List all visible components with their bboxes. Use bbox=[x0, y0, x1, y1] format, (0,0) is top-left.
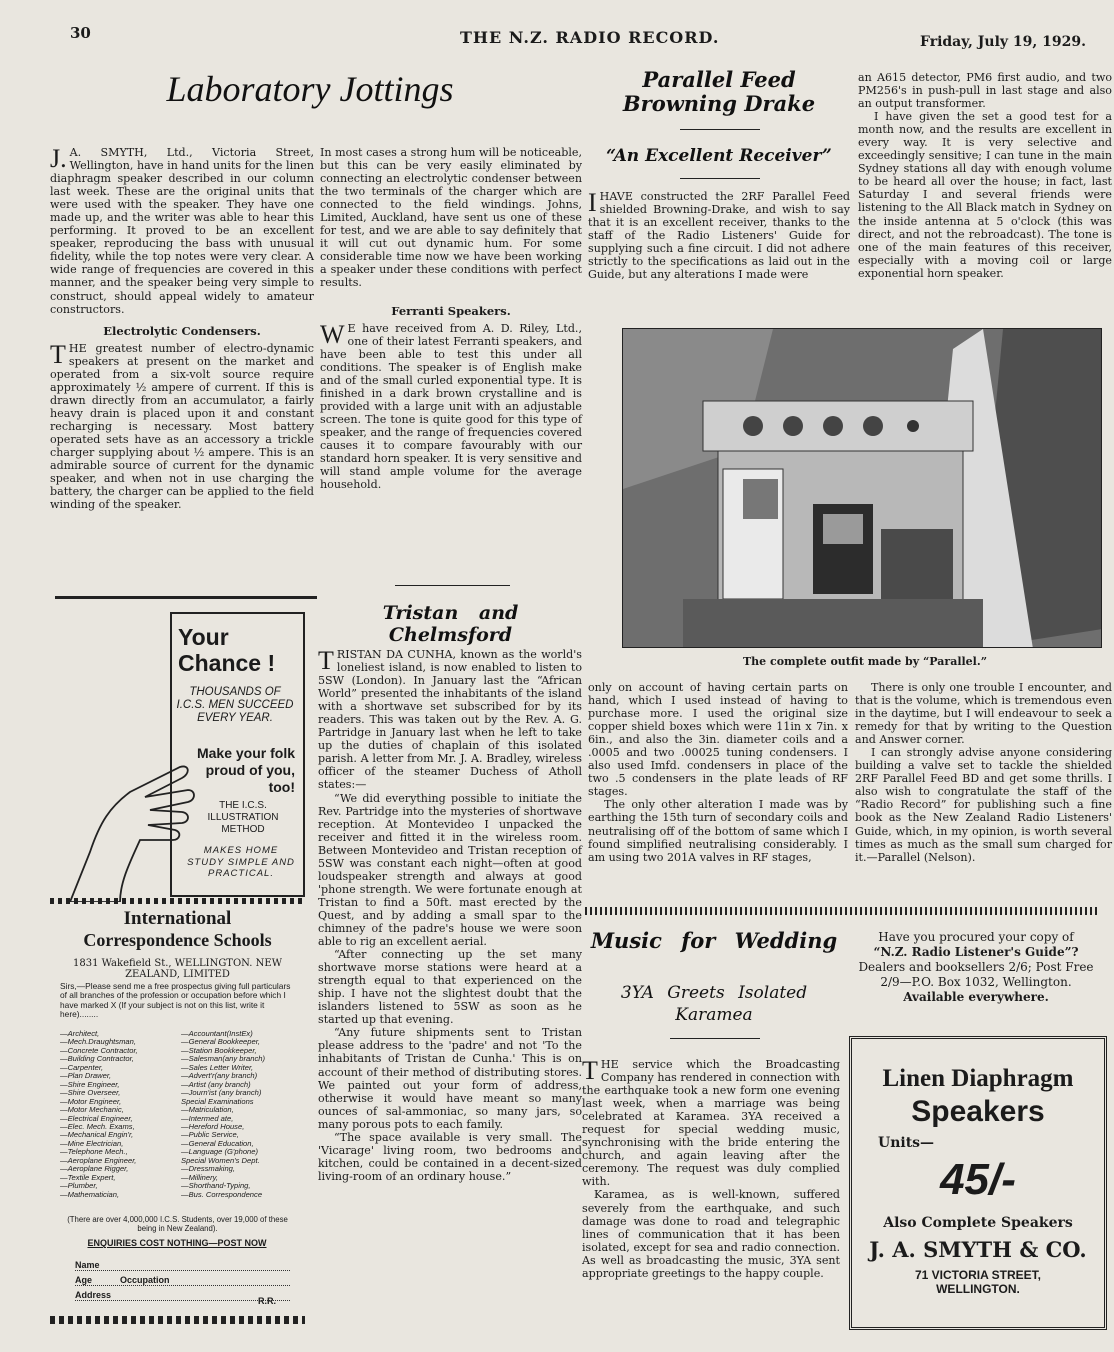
course-item: —Concrete Contractor, bbox=[60, 1045, 138, 1055]
parallel-paragraph-2: an A615 detector, PM6 first audio, and two PM256's in push-pull in last stage and also an output transformer. bbox=[858, 71, 1112, 111]
ics-thousands: THOUSANDS OF I.C.S. MEN SUCCEED EVERY YEAR. bbox=[176, 686, 294, 724]
page-number: 30 bbox=[70, 24, 91, 42]
course-item: —General Education, bbox=[181, 1138, 254, 1148]
music-paragraph-1: THE service which the Broadcasting Company has rendered in connection with the earthquake took a new form one evening last week, when a marriage was being celebrated at Karamea. 3YA received a request for special wedding music, synchronising with the bride entering the church, and again leaving after the ceremony. The request was duly complied with. bbox=[582, 1056, 840, 1189]
course-item: —Millinery, bbox=[181, 1172, 218, 1182]
course-item: —Shire Overseer, bbox=[60, 1088, 121, 1098]
ics-address-field: Address bbox=[75, 1290, 290, 1301]
course-item: —Journ'ist (any branch) bbox=[181, 1088, 262, 1098]
drop-cap: T bbox=[50, 339, 66, 369]
photo-caption: The complete outfit made by “Parallel.” bbox=[742, 655, 988, 668]
smyth-units: Units— bbox=[878, 1135, 935, 1151]
tristan-col bbox=[318, 648, 582, 1183]
tristan-paragraph-1: TRISTAN DA CUNHA, known as the world's loneliest island, is now enabled to listen to 5SW (London). In January last the “African World” presented the inhabitants of the island with a shortwave set subscribed for by its readers. This was taken out by the Rev. A. G. Partridge in January last when he left to take up the duties of chaplain of this isolated parish. A letter from Mr. J. A. Bradley, wireless officer of the steamer Duchess of Atholl states:— bbox=[318, 646, 582, 792]
parallel-rule bbox=[680, 129, 760, 130]
course-item: —Plumber, bbox=[60, 1181, 98, 1191]
parallel-col-4 bbox=[855, 681, 1112, 864]
course-item: —Mechanical Engin'r, bbox=[60, 1130, 134, 1140]
course-item: —Salesman(any branch) bbox=[181, 1054, 265, 1064]
parallel-paragraph-7: I can strongly advise anyone considering building a valve set to tackle the shielded 2RF Parallel Feed BD and get some thrills. I also wish to congratulate the staff of the “Radio Record” for publishing such a fine book as the New Zealand Radio Listeners' Guide, which, in my opinion, is worth several times as much as the small sum charged for it.—Parallel (Nelson). bbox=[855, 746, 1112, 864]
tristan-paragraph-2: “We did everything possible to initiate the Rev. Partridge into the mysteries of shortwave reception. At Montevideo I unpacked the receiver and fitted it in the wireless room. Between Montevideo and Tristan reception of 5SW was constant each night—often at good loudspeaker strength and always at good 'phone strength. We were fortunate enough at Tristan to find a 50ft. mast erected by the Quest, and by adding a small spar to the chimney of the padre's house we were soon able to rig an excellent aerial. bbox=[318, 791, 582, 949]
parallel-col-2 bbox=[858, 71, 1112, 280]
ics-name-1: International bbox=[123, 908, 232, 929]
ics-your: Your bbox=[178, 624, 229, 650]
course-item: —Bus. Correspondence bbox=[181, 1189, 263, 1199]
music-subtitle: 3YA Greets Isolated Karamea bbox=[620, 983, 808, 1025]
course-item: —Plan Drawer, bbox=[60, 1071, 112, 1081]
guide-line-1: Have you procured your copy of bbox=[878, 930, 1074, 944]
parallel-paragraph-6: There is only one trouble I encounter, and that is the volume, which is tremendous even in the daytime, but I will endeavour to seek a remedy for that by writing to the Question and Answer corner. bbox=[855, 681, 1112, 747]
ics-bottom-border bbox=[50, 1316, 305, 1324]
parallel-subtitle: “An Excellent Receiver” bbox=[606, 146, 832, 166]
ics-makes-simple: MAKES HOME STUDY SIMPLE AND PRACTICAL. bbox=[187, 845, 295, 879]
ics-name-2: Correspondence Schools bbox=[83, 930, 272, 950]
course-item: —Building Contractor, bbox=[60, 1054, 134, 1064]
course-item: —Hereford House, bbox=[181, 1121, 245, 1131]
parallel-col-1 bbox=[588, 190, 850, 281]
parallel-paragraph-1: IHAVE constructed the 2RF Parallel Feed shielded Browning-Drake, and wish to say that it is an excellent receiver, thanks to the staff of the Radio Listeners' Guide for supplying such a fine circuit. I did not adhere strictly to the specifications as laid out in the Guide, but any alterations I made were bbox=[588, 188, 850, 282]
course-item: —Dressmaking, bbox=[181, 1164, 236, 1174]
course-item: —Aeroplane Engineer, bbox=[60, 1155, 137, 1165]
ics-enquiries: ENQUIRIES COST NOTHING—POST NOW bbox=[87, 1238, 267, 1248]
course-item: —Shorthand-Typing, bbox=[181, 1181, 251, 1191]
lab-paragraph-1: J. A. SMYTH, Ltd., Victoria Street, Wellington, have in hand units for the linen diaphragm speaker described in our column last week. These are the original units that were used with the speaker. They have one made up, and the writer was able to hear this performing. It proved to be an excellent speaker, reproducing the bass with unusual fidelity, while the top notes were very clear. A wide range of frequencies are covered in this manner, and the speaker being very simple to construct, should appeal widely to amateur constructors. bbox=[50, 144, 314, 316]
ferranti-rule bbox=[395, 585, 510, 586]
lab-rule bbox=[55, 596, 317, 599]
guide-line-2: “N.Z. Radio Listener's Guide”? bbox=[873, 945, 1079, 959]
course-item: —Advert'r(any branch) bbox=[181, 1071, 258, 1081]
ics-name-field: Name bbox=[75, 1260, 290, 1271]
course-item: —Intermed ate, bbox=[181, 1113, 234, 1123]
smyth-company: J. A. SMYTH & CO. bbox=[869, 1237, 1087, 1262]
lab-paragraph-2: THE greatest number of electro-dynamic speakers at present on the market and operated from a six-volt source require approximately ½ ampere of current. If this is drawn directly from an accumulator, a fairly heavy drain is placed upon it and constant recharging is necessary. Most battery operated sets have as an accessory a trickle charger supplying about ½ ampere. This is an admirable source of current for the dynamic speaker, and when not in use charging the battery, the charger can be applied to the field winding of the speaker. bbox=[50, 339, 314, 512]
music-title: Music for Wedding bbox=[590, 928, 838, 953]
ics-address: 1831 Wakefield St., WELLINGTON. NEW ZEALAND, LIMITED bbox=[73, 958, 282, 980]
smyth-line-2: Speakers bbox=[911, 1095, 1045, 1128]
course-item: —Language (G'phone) bbox=[181, 1147, 259, 1157]
lab-subhead-ferranti: Ferranti Speakers. bbox=[391, 303, 511, 318]
drop-cap: T bbox=[318, 646, 334, 675]
ics-students: (There are over 4,000,000 I.C.S. Students, over 19,000 of these being in New Zealand). bbox=[67, 1215, 288, 1233]
guide-line-5: Available everywhere. bbox=[903, 990, 1049, 1004]
ics-make-proud: Make your folk proud of you, too! bbox=[196, 745, 295, 795]
course-item: Special Women's Dept. bbox=[181, 1155, 260, 1165]
smyth-street: 71 VICTORIA STREET, bbox=[914, 1268, 1042, 1282]
course-item: —Telephone Mech., bbox=[60, 1147, 128, 1157]
drop-cap: W bbox=[320, 319, 345, 349]
drop-cap: I bbox=[588, 188, 597, 217]
course-item: —Carpenter, bbox=[60, 1062, 104, 1072]
course-item: —Textile Expert, bbox=[60, 1172, 116, 1182]
parallel-sub-rule bbox=[680, 178, 760, 179]
ics-method: THE I.C.S. ILLUSTRATION METHOD bbox=[207, 800, 279, 835]
tristan-title: Tristan and Chelmsford bbox=[382, 602, 519, 646]
course-item: —Electrical Engineer, bbox=[60, 1113, 133, 1123]
tristan-paragraph-5: “The space available is very small. The 'Vicarage' living room, two bedrooms and kitchen, could be contained in a decent-sized living-room of an ordinary house.” bbox=[318, 1130, 582, 1183]
smyth-line-1: Linen Diaphragm bbox=[882, 1065, 1074, 1092]
ics-rr: R.R. bbox=[258, 1296, 276, 1306]
issue-date: Friday, July 19, 1929. bbox=[920, 34, 1086, 50]
course-item: —Mathematician, bbox=[60, 1189, 120, 1199]
lab-paragraph-4: W E have received from A. D. Riley, Ltd., one of their latest Ferranti speakers, and have been able to test this under all conditions. The speaker is of English make and of the small curled exponential type. It is finished in a dark brown crystalline and is provided with a large unit with an adjustable screen. The tone is quite good for this type of speaker, and the range of frequencies covered causes it to compare favourably with our standard horn speaker. It is very sensitive and will stand ample volume for the average household. bbox=[320, 319, 582, 492]
ics-chance: Chance ! bbox=[178, 650, 276, 676]
course-item: —Artist (any branch) bbox=[181, 1079, 251, 1089]
parallel-title: Parallel Feed Browning Drake bbox=[622, 67, 816, 116]
course-item: —Elec. Mech. Exams, bbox=[60, 1121, 135, 1131]
course-item: —Public Service, bbox=[181, 1130, 239, 1140]
parallel-col-3 bbox=[588, 681, 848, 864]
ics-advert bbox=[50, 612, 305, 1330]
course-item: Special Examinations bbox=[181, 1096, 254, 1106]
course-item: —Sales Letter Writer, bbox=[181, 1062, 254, 1072]
guide-advert bbox=[845, 930, 1107, 1005]
ics-instructions: Sirs,—Please send me a free prospectus giving full particulars of all branches of the profession or occupation before which I have marked X (If your subject is not on this list, write it here)........ bbox=[60, 981, 291, 1019]
lab-subhead-electrolytic: Electrolytic Condensers. bbox=[103, 323, 261, 338]
course-item: —Accountant(InstEx) bbox=[181, 1029, 253, 1038]
course-item: —Station Bookkeeper, bbox=[181, 1045, 257, 1055]
course-item: —Motor Engineer, bbox=[60, 1096, 122, 1106]
tristan-paragraph-3: “After connecting up the set many shortwave morse stations were heard at a strength equal to that experienced on the ship. I have not the slightest doubt that the islanders listened to 5SW as soon as he started up that evening. bbox=[318, 948, 582, 1027]
ics-age-field: Age Occupation bbox=[75, 1275, 290, 1286]
course-item: —Mine Electrician, bbox=[60, 1138, 124, 1148]
music-paragraph-2: Karamea, as is well-known, suffered severely from the earthquake, and such damage was done to road and telegraphic lines of communication that it has been isolated, except for sea and radio connection. As well as broadcasting the music, 3YA sent appropriate greetings to the happy couple. bbox=[582, 1188, 840, 1280]
course-item: —Aeroplane Rigger, bbox=[60, 1164, 129, 1174]
receiver-photo bbox=[622, 328, 1102, 648]
lab-title: Laboratory Jottings bbox=[166, 69, 454, 109]
course-item: —Matriculation, bbox=[181, 1105, 234, 1115]
drop-cap: J. bbox=[50, 144, 67, 173]
masthead: THE N.Z. RADIO RECORD. bbox=[460, 28, 720, 47]
drop-cap: T bbox=[582, 1056, 598, 1085]
receiver-illustration bbox=[623, 329, 1102, 648]
pointing-hand-illustration bbox=[50, 712, 195, 902]
lab-col-2 bbox=[320, 146, 582, 491]
music-col bbox=[582, 1058, 840, 1280]
smyth-city: WELLINGTON. bbox=[936, 1282, 1020, 1296]
smyth-advert bbox=[849, 1036, 1107, 1330]
guide-line-3: Dealers and booksellers 2/6; Post Free bbox=[858, 960, 1094, 974]
ics-logo-line bbox=[50, 898, 305, 904]
parallel-paragraph-3: I have given the set a good test for a month now, and the results are excellent in every way. It is very selective and exceedingly sensitive; I can tune in the main Sydney stations all day with enough volume to be heard all over the house; in fact, last Saturday I and several friends were listening to the All Black match in Sydney on the inside antenna at 5 o'clock (this was direct, and not the rebroadcast). The tone is one of the main features of this receiver, especially with a moving coil or large exponential horn speaker. bbox=[858, 110, 1112, 280]
parallel-paragraph-5: The only other alteration I made was by earthing the 15th turn of secondary coils and neutralising off of the bottom of same which I found simplified neutralising considerably. I am using two 201A valves in RF stages, bbox=[588, 798, 848, 864]
tristan-paragraph-4: “Any future shipments sent to Tristan please address to the 'padre' and not 'To the inhabitants of Tristan de Cunha.' This is on account of their method of distributing stores. We painted out your form of address, otherwise it would have meant so many ounces of sal-ammoniac, so many jars, so many porous pots to each family. bbox=[318, 1026, 582, 1131]
lab-col-1 bbox=[50, 146, 314, 511]
course-item: —Motor Mechanic, bbox=[60, 1105, 124, 1115]
guide-line-4: 2/9—P.O. Box 1032, Wellington. bbox=[880, 975, 1072, 989]
ornamental-rule bbox=[585, 907, 1097, 915]
parallel-paragraph-4: only on account of having certain parts on hand, which I used instead of having to purchase more. I used the original size copper shield boxes which were 11in x 7in. x 6in., and also the 3in. diameter coils and a .0005 and two .00025 tuning condensers. I also used Imfd. condensers in place of the two .5 condensers in the plate leads of RF stages. bbox=[588, 681, 848, 799]
lab-paragraph-3: In most cases a strong hum will be noticeable, but this can be very easily eliminated by connecting an electrolytic condenser between the two terminals of the charger which are connected to the field windings. Johns, Limited, Auckland, have sent us one of these for test, and we are able to say definitely that it will cut out dynamic hum. For some considerable time now we have been working a speaker under these conditions with perfect results. bbox=[320, 146, 582, 290]
course-item: —Architect, bbox=[60, 1029, 100, 1038]
course-item: —General Bookkeeper, bbox=[181, 1037, 260, 1047]
smyth-price: 45/- bbox=[940, 1155, 1016, 1204]
course-item: —Mech.Draughtsman, bbox=[60, 1037, 136, 1047]
ics-course-list bbox=[60, 1030, 298, 1199]
smyth-also: Also Complete Speakers bbox=[883, 1215, 1073, 1231]
course-item: —Shire Engineer, bbox=[60, 1079, 120, 1089]
music-rule bbox=[670, 1038, 760, 1039]
